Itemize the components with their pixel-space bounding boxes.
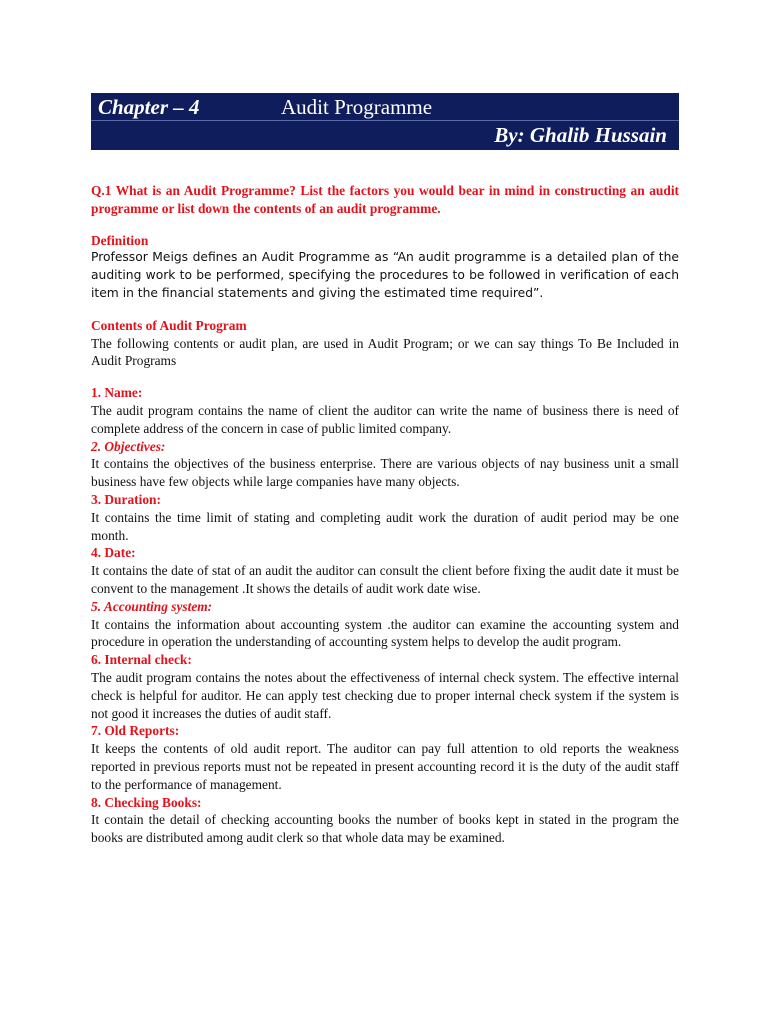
item-heading: 5. Accounting system: xyxy=(91,598,213,614)
item-heading: 1. Name: xyxy=(91,385,143,401)
definition-section xyxy=(91,232,679,303)
question-heading: Q.1 What is an Audit Programme? List the factors you would bear in mind in constructing an audit programme or list down the contents of an audit programme. xyxy=(91,183,679,216)
contents-intro: The following contents or audit plan, are used in Audit Program; or we can say things To Be Included in Audit Programs xyxy=(91,335,679,369)
item-heading: 8. Checking Books: xyxy=(91,794,202,810)
item-heading: 3. Duration: xyxy=(91,491,161,507)
item-heading: 4. Date: xyxy=(91,545,136,561)
item-text: It contain the detail of checking accounting books the number of books kept in stated in the program the books are distributed among audit clerk so that whole data may be examined. xyxy=(91,812,679,846)
chapter-number: Chapter – 4 xyxy=(98,95,200,119)
item-text: The audit program contains the notes about the effectiveness of internal check system. The effective internal check is helpful for auditor. He can apply test checking due to proper internal check system if the system is not good it increases the duties of audit staff. xyxy=(91,669,679,721)
list-item-name xyxy=(91,384,679,437)
chapter-title: Audit Programme xyxy=(281,95,433,119)
item-text: It contains the objectives of the business enterprise. There are various objects of nay business unit a small business have few objects while large companies have many objects. xyxy=(91,456,679,490)
item-heading: 6. Internal check: xyxy=(91,652,192,668)
definition-text: Professor Meigs defines an Audit Programme as “An audit programme is a detailed plan of the auditing work to be performed, specifying the procedures to be followed in verification of each item in the financial statements and giving the estimated time required”. xyxy=(91,250,679,300)
list-item-date xyxy=(91,544,679,597)
item-text: The audit program contains the name of client the auditor can write the name of business there is need of complete address of the concern in case of public limited company. xyxy=(91,402,679,436)
definition-heading: Definition xyxy=(91,232,149,248)
author-byline: By: Ghalib Hussain xyxy=(494,123,667,147)
item-text: It keeps the contents of old audit report. The auditor can pay full attention to old reports the weakness reported in previous reports must not be repeated in present accounting record it is the duty of the audit staff to the performance of management. xyxy=(91,741,679,792)
list-item-internal-check xyxy=(91,651,679,722)
item-heading: 2. Objectives: xyxy=(91,438,166,454)
item-heading: 7. Old Reports: xyxy=(91,723,180,739)
list-item-old-reports xyxy=(91,722,679,793)
item-text: It contains the time limit of stating and completing audit work the duration of audit period may be one month. xyxy=(91,509,679,543)
list-item-accounting-system xyxy=(91,598,679,651)
chapter-title-bar xyxy=(91,93,679,150)
item-text: It contains the information about accounting system .the auditor can examine the accounting system and procedure in operation the understanding of accounting system helps to develop the audit program. xyxy=(91,616,679,650)
contents-section xyxy=(91,317,679,370)
list-item-objectives xyxy=(91,438,679,491)
title-bar-divider xyxy=(91,120,679,121)
item-text: It contains the date of stat of an audit the auditor can consult the client before fixing the audit date it must be convent to the management .It shows the details of audit work date wise. xyxy=(91,563,679,596)
list-item-duration xyxy=(91,491,679,544)
list-item-checking-books xyxy=(91,794,679,847)
document-body xyxy=(91,182,679,847)
contents-heading: Contents of Audit Program xyxy=(91,317,247,333)
